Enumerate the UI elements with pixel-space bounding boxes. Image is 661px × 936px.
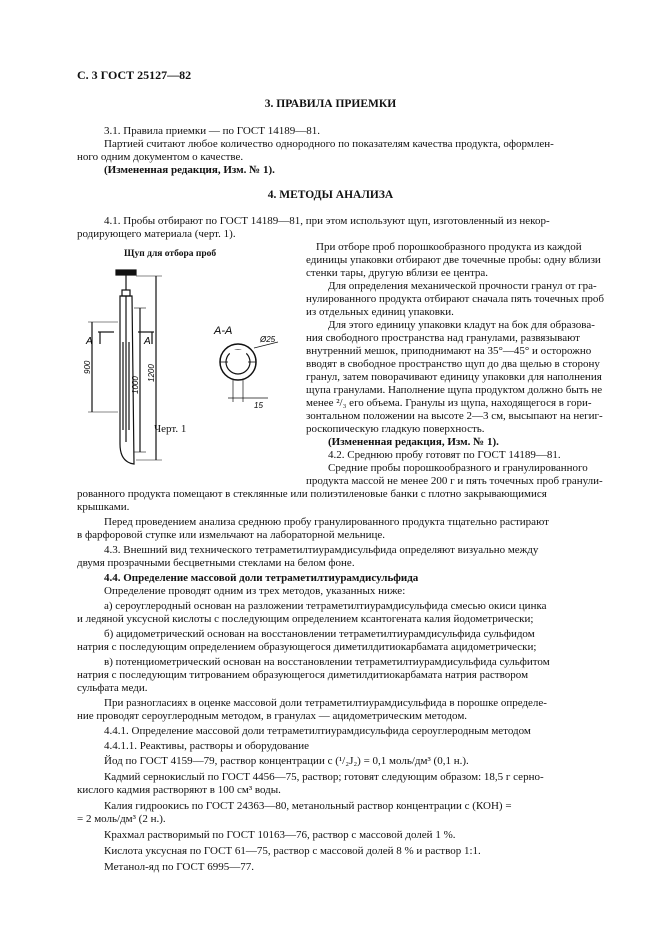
- text-line: двумя прозрачными бесцветными стеклами на белом фоне.: [77, 557, 355, 569]
- probe-drawing: [78, 262, 293, 467]
- col-line: внутренний мешок, приподнимают на 35°—45° и осторожно: [306, 345, 592, 357]
- para-4-2: 4.2. Среднюю пробу готовят по ГОСТ 14189—81.: [328, 449, 561, 461]
- text-line: Перед проведением анализа среднюю пробу гранулированного продукта тщательно растирают: [104, 516, 549, 528]
- para-4-1-line2: родирующего материала (черт. 1).: [77, 228, 236, 240]
- dim-1000: 1000: [131, 376, 140, 394]
- method-b: б) ацидометрический основан на восстановлении тетраметилтиурамдисульфида сульфидом: [104, 628, 535, 640]
- col-line: вводят в свободное пространство щуп до два щелью в сторону: [306, 358, 600, 370]
- figure-caption: Черт. 1: [154, 423, 187, 435]
- para-4-1-line1: 4.1. Пробы отбирают по ГОСТ 14189—81, при этом используют щуп, изготовленный из некор-: [104, 215, 550, 227]
- col-line: роскопическую гладкую поверхность.: [306, 423, 485, 435]
- col-line: единицы упаковки отбирают две точечные пробы: одну вблизи: [306, 254, 601, 266]
- right-column: [306, 241, 616, 488]
- col-line: гранул, затем поворачивают единицу упаковки для наполнения: [306, 371, 602, 383]
- edit-note-3: (Измененная редакция, Изм. № 1).: [104, 164, 275, 176]
- section-mark-right: А: [144, 336, 151, 347]
- text-line: и ледяной уксусной кислоты с последующим определением ксантогената калия йодометрически;: [77, 613, 534, 625]
- col-line: ния свободного пространства над гранулами, развязывают: [306, 332, 580, 344]
- col-line: Для этого единицу упаковки кладут на бок для образова-: [328, 319, 595, 331]
- text-line: = 2 моль/дм³ (2 н.).: [77, 813, 166, 825]
- col-line: При отборе проб порошкообразного продукта из каждой: [316, 241, 582, 253]
- page-header: С. 3 ГОСТ 25127—82: [77, 68, 192, 82]
- text-line: кислого кадмия растворяют в 100 см³ воды.: [77, 784, 281, 796]
- dim-slot: 15: [254, 401, 263, 410]
- col-line: нулированного продукта отбирают сначала пять точечных проб: [306, 293, 604, 305]
- dim-1200: 1200: [147, 364, 156, 382]
- col-line: Для определения механической прочности гранул от гра-: [328, 280, 597, 292]
- method-c: в) потенциометрический основан на восстановлении тетраметилтиурамдисульфида сульфитом: [104, 656, 550, 668]
- col-line: зонтальном положении на высоте 2—3 см, высыпают на негиг-: [306, 410, 603, 422]
- para-4-4-1: 4.4.1. Определение массовой доли тетраметилтиурамдисульфида сероуглеродным методом: [104, 725, 531, 737]
- text-line: крышками.: [77, 501, 130, 513]
- reagent-cadmium: Кадмий сернокислый по ГОСТ 4456—75, раствор; готовят следующим образом: 18,5 г серно-: [104, 771, 544, 783]
- para-4-4-heading: 4.4. Определение массовой доли тетраметилтиурамдисульфида: [104, 572, 419, 584]
- col-line: из отдельных единиц упаковки.: [306, 306, 454, 318]
- reagent-methanol: Метанол-яд по ГОСТ 6995—77.: [104, 861, 254, 873]
- edit-note-4: (Измененная редакция, Изм. № 1).: [328, 436, 499, 448]
- dim-diameter: Ø25: [260, 335, 276, 344]
- reagent-starch: Крахмал растворимый по ГОСТ 10163—76, раствор с массовой долей 1 %.: [104, 829, 456, 841]
- reagent-acetic-acid: Кислота уксусная по ГОСТ 61—75, раствор с массовой долей 8 % и раствор 1:1.: [104, 845, 481, 857]
- section-4-title: 4. МЕТОДЫ АНАЛИЗА: [267, 189, 394, 201]
- reagent-iodine: Йод по ГОСТ 4159—79, раствор концентрации с (¹/₂J₂) = 0,1 моль/дм³ (0,1 н.).: [104, 755, 469, 767]
- text-line: натрия с последующим титрованием образующегося диметилдитиокарбамата натрия раствором: [77, 669, 529, 681]
- para-3-2-line2: ного одним документом о качестве.: [77, 151, 244, 163]
- text-line: сульфата меди.: [77, 682, 148, 694]
- para-4-4-1-1: 4.4.1.1. Реактивы, растворы и оборудование: [104, 740, 310, 752]
- para-3-1: 3.1. Правила приемки — по ГОСТ 14189—81.: [104, 125, 320, 137]
- figure-title: Щуп для отбора проб: [124, 249, 217, 259]
- text-line: рованного продукта помещают в стеклянные или полиэтиленовые банки с плотно закрывающимися: [77, 488, 547, 500]
- text-line: в фарфоровой ступке или измельчают на лабораторной мельнице.: [77, 529, 386, 541]
- section-mark-left: А: [86, 336, 93, 347]
- dim-900: 900: [83, 360, 92, 374]
- text-line: При разногласиях в оценке массовой доли тетраметилтиурамдисульфида в порошке определе-: [104, 697, 547, 709]
- reagent-koh: Калия гидроокись по ГОСТ 24363—80, метанольный раствор концентрации с (КОН) =: [104, 800, 512, 812]
- section-3-title: 3. ПРАВИЛА ПРИЕМКИ: [264, 98, 397, 110]
- para-3-2-line1: Партией считают любое количество однородного по показателям качества продукта, оформлен-: [104, 138, 554, 150]
- col-line: продукта массой не менее 200 г и пять точечных проб гранули-: [306, 475, 603, 487]
- text-line: натрия с последующим определением образующегося диметилдитиокарбамата ацидометрически;: [77, 641, 537, 653]
- col-line: менее ²/₃ его объема. Гранулы из щупа, находящегося в гори-: [306, 397, 592, 409]
- col-line: щупа гранулами. Наполнение щупа продуктом должно быть не: [306, 384, 603, 396]
- probe-diagram: [78, 262, 293, 467]
- text-line: Определение проводят одним из трех методов, указанных ниже:: [104, 585, 406, 597]
- section-label: А-А: [214, 325, 233, 337]
- para-4-3: 4.3. Внешний вид технического тетраметилтиурамдисульфида определяют визуально между: [104, 544, 539, 556]
- col-line: Средние пробы порошкообразного и гранулированного: [328, 462, 588, 474]
- text-line: ние проводят сероуглеродным методом, в гранулах — ацидометрическим методом.: [77, 710, 468, 722]
- method-a: а) сероуглеродный основан на разложении тетраметилтиурамдисульфида смесью окиси цинка: [104, 600, 547, 612]
- col-line: стенки тары, другую вблизи ее центра.: [306, 267, 489, 279]
- lower-text: [77, 488, 616, 874]
